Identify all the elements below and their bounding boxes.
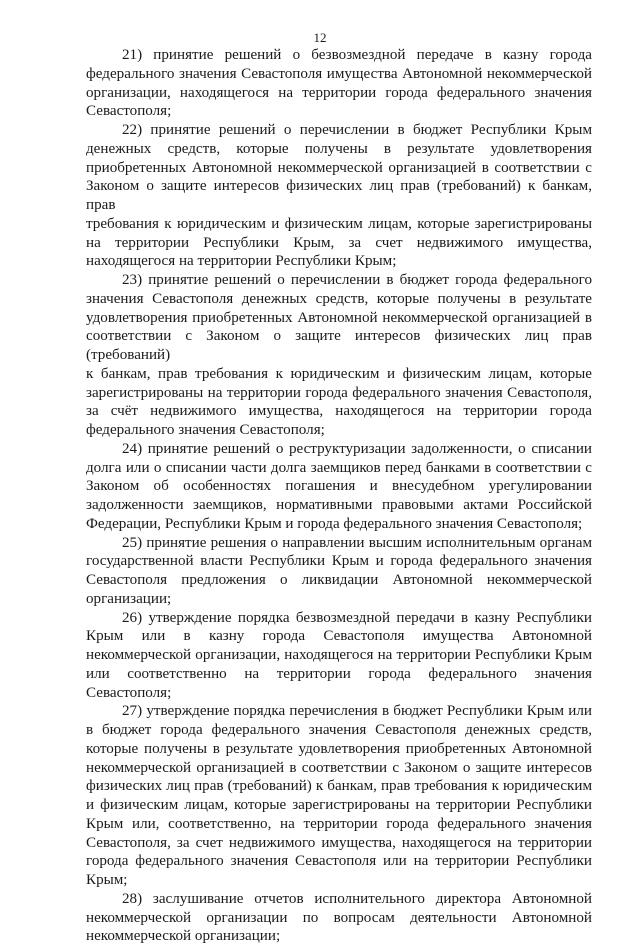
text-line: значения Севастополя денежных средств, которые получены в результате — [86, 290, 592, 307]
text-line: 25) принятие решения о направлении высшим исполнительным органам — [122, 534, 592, 551]
text-line: организации; — [86, 590, 172, 607]
text-line: или соответственно на территории города федерального значения — [86, 665, 592, 682]
text-line: некоммерческой организацией в соответствии с Законом о защите интересов — [86, 759, 592, 776]
text-line: 24) принятие решений о реструктуризации задолженности, о списании — [122, 440, 592, 457]
text-line: задолженности заемщиков, нормативными правовыми актами Российской — [86, 497, 592, 513]
list-item — [86, 702, 592, 890]
text-line: Севастополя, за счет недвижимого имущества, находящегося на территории — [86, 834, 592, 851]
text-line: приобретенных Автономной некоммерческой организацией в соответствии с — [86, 159, 592, 176]
text-line: 22) принятие решений о перечислении в бюджет Республики Крым — [122, 122, 592, 138]
text-line: Крым; — [86, 872, 128, 888]
list-item — [86, 271, 592, 440]
list-item — [86, 440, 592, 534]
text-line: Крым или в казну города Севастополя имущества Автономной — [86, 628, 592, 645]
text-line: 23) принятие решений о перечислении в бюджет города федерального — [122, 272, 592, 288]
list-item — [86, 609, 592, 703]
text-line: города федерального значения Севастополя или на территории Республики — [86, 853, 592, 870]
text-line: которые получены в результате удовлетворения приобретенных Автономной — [86, 740, 592, 757]
text-line: зарегистрированы на территории города федерального значения Севастополя, — [86, 384, 592, 401]
text-line: физических лиц прав (требований) к банкам, прав требования к юридическим — [86, 778, 592, 795]
page-number: 12 — [313, 30, 327, 45]
text-line: на территории Республики Крым, за счет недвижимого имущества, — [86, 234, 592, 251]
text-line: долга или о списании части долга заемщиков перед банками в соответствии с — [86, 459, 592, 476]
text-line: 21) принятие решений о безвозмездной передаче в казну города — [122, 47, 592, 63]
text-line: некоммерческой организации по вопросам деятельности Автономной — [86, 909, 592, 926]
text-line: Севастополя; — [86, 684, 172, 701]
document-body — [86, 46, 592, 946]
text-line: Законом о защите интересов физических лиц прав (требований) к банкам, прав — [86, 178, 592, 213]
text-line: к банкам, прав требования к юридическим и физическим лицам, которые — [86, 365, 592, 382]
text-line: некоммерческой организации; — [86, 928, 281, 945]
text-line: государственной власти Республики Крым и города федерального значения — [86, 553, 592, 570]
text-line: денежных средств, которые получены в результате удовлетворения — [86, 140, 592, 157]
text-line: Севастополя предложения о ликвидации Автономной некоммерческой — [86, 572, 592, 588]
text-line: за счёт недвижимого имущества, находящегося на территории города — [86, 403, 592, 420]
text-line: в бюджет города федерального значения Севастополя денежных средств, — [86, 722, 592, 738]
list-item — [86, 121, 592, 271]
text-line: удовлетворения приобретенных Автономной некоммерческой организацией в — [86, 309, 592, 326]
text-line: организации, находящегося на территории города федерального значения — [86, 84, 592, 101]
text-line: Севастополя; — [86, 103, 172, 120]
list-item — [86, 534, 592, 609]
text-line: Федерации, Республики Крым и города федерального значения Севастополя; — [86, 515, 583, 532]
list-item — [86, 46, 592, 121]
text-line: некоммерческой организации, находящегося на территории Республики Крым — [86, 647, 592, 663]
text-line: 28) заслушивание отчетов исполнительного директора Автономной — [122, 890, 592, 907]
text-line: и физическим лицам, которые зарегистрированы на территории Республики — [86, 797, 592, 813]
text-line: требования к юридическим и физическим лицам, которые зарегистрированы — [86, 215, 592, 232]
text-line: Крым или, соответственно, на территории города федерального значения — [86, 815, 592, 832]
text-line: федерального значения Севастополя имущества Автономной некоммерческой — [86, 65, 592, 82]
text-line: 27) утверждение порядка перечисления в бюджет Республики Крым или — [122, 703, 592, 720]
text-line: находящегося на территории Республики Крым; — [86, 253, 397, 270]
text-line: Законом об особенностях погашения и внесудебном урегулировании — [86, 478, 592, 495]
text-line: федерального значения Севастополя; — [86, 422, 325, 438]
list-item — [86, 890, 592, 946]
text-line: 26) утверждение порядка безвозмездной передачи в казну Республики — [122, 609, 592, 626]
text-line: соответствии с Законом о защите интересов физических лиц прав (требований) — [86, 328, 592, 363]
